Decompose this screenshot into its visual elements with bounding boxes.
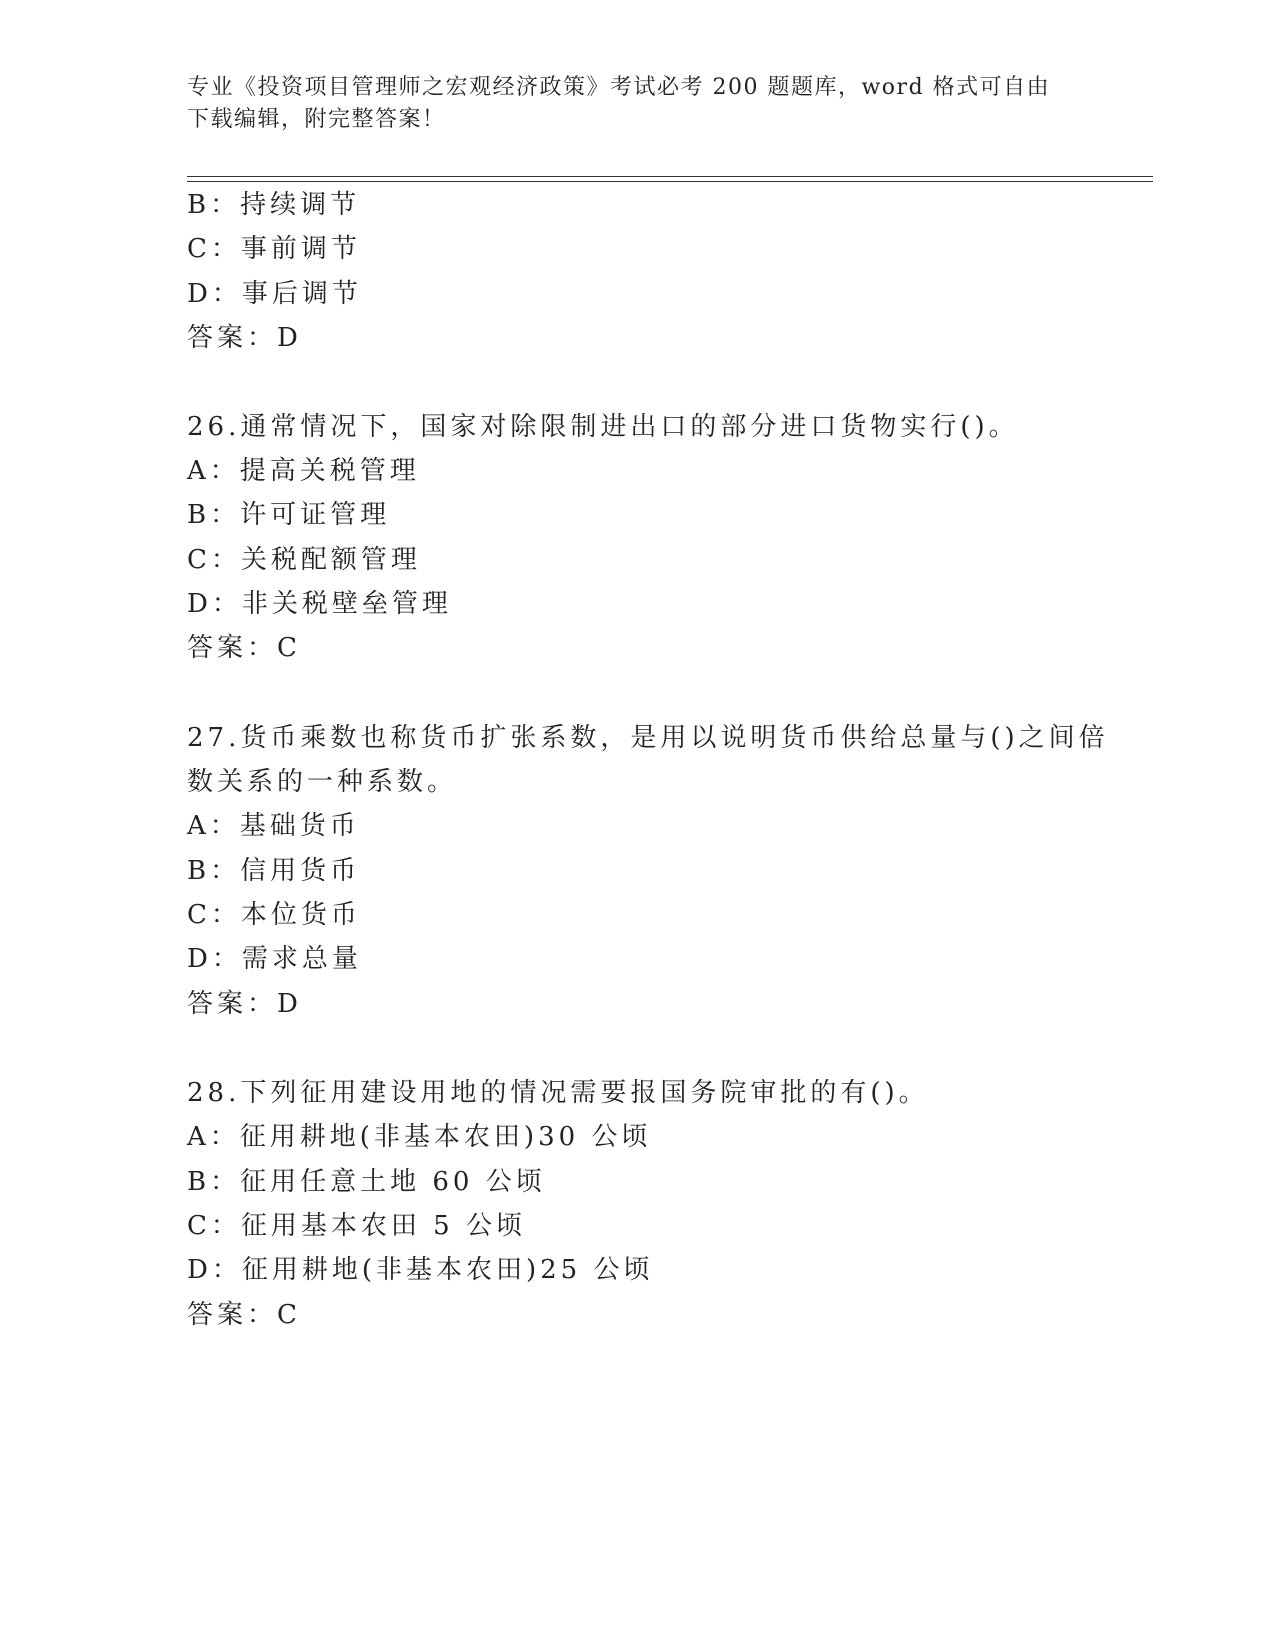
q27-stem-line-2: 数关系的一种系数。: [187, 767, 458, 797]
q28-option-b: B：征用任意土地 60 公顷: [187, 1167, 546, 1197]
header-divider-top: [187, 176, 1153, 177]
prev-option-d: D：事后调节: [187, 279, 362, 309]
q27-option-c: C：本位货币: [187, 900, 361, 930]
q28-stem: 28.下列征用建设用地的情况需要报国务院审批的有()。: [187, 1078, 929, 1108]
prev-option-c: C：事前调节: [187, 234, 361, 264]
q26-answer: 答案：C: [187, 633, 301, 663]
q26-option-d: D：非关税壁垒管理: [187, 589, 452, 619]
q28-answer: 答案：C: [187, 1300, 301, 1330]
document-header: [187, 72, 1067, 136]
header-line-1: 专业《投资项目管理师之宏观经济政策》考试必考 200 题题库，word 格式可自由: [187, 75, 1051, 100]
q26-option-c: C：关税配额管理: [187, 545, 421, 575]
header-divider-bottom: [187, 181, 1153, 182]
q26-option-a: A：提高关税管理: [187, 456, 420, 486]
q27-option-a: A：基础货币: [187, 811, 360, 841]
q27-answer: 答案：D: [187, 989, 302, 1019]
q27-option-b: B：信用货币: [187, 856, 361, 886]
q28-option-c: C：征用基本农田 5 公顷: [187, 1211, 526, 1241]
q26-option-b: B：许可证管理: [187, 500, 391, 530]
prev-option-b: B：持续调节: [187, 190, 361, 220]
q28-option-a: A：征用耕地(非基本农田)30 公顷: [187, 1122, 652, 1152]
prev-answer: 答案：D: [187, 323, 302, 353]
header-line-2: 下载编辑，附完整答案！: [187, 107, 446, 132]
q26-stem: 26.通常情况下，国家对除限制进出口的部分进口货物实行()。: [187, 412, 1019, 442]
q27-option-d: D：需求总量: [187, 944, 362, 974]
q28-option-d: D：征用耕地(非基本农田)25 公顷: [187, 1255, 654, 1285]
q27-stem-line-1: 27.货币乘数也称货币扩张系数，是用以说明货币供给总量与()之间倍: [187, 723, 1109, 753]
